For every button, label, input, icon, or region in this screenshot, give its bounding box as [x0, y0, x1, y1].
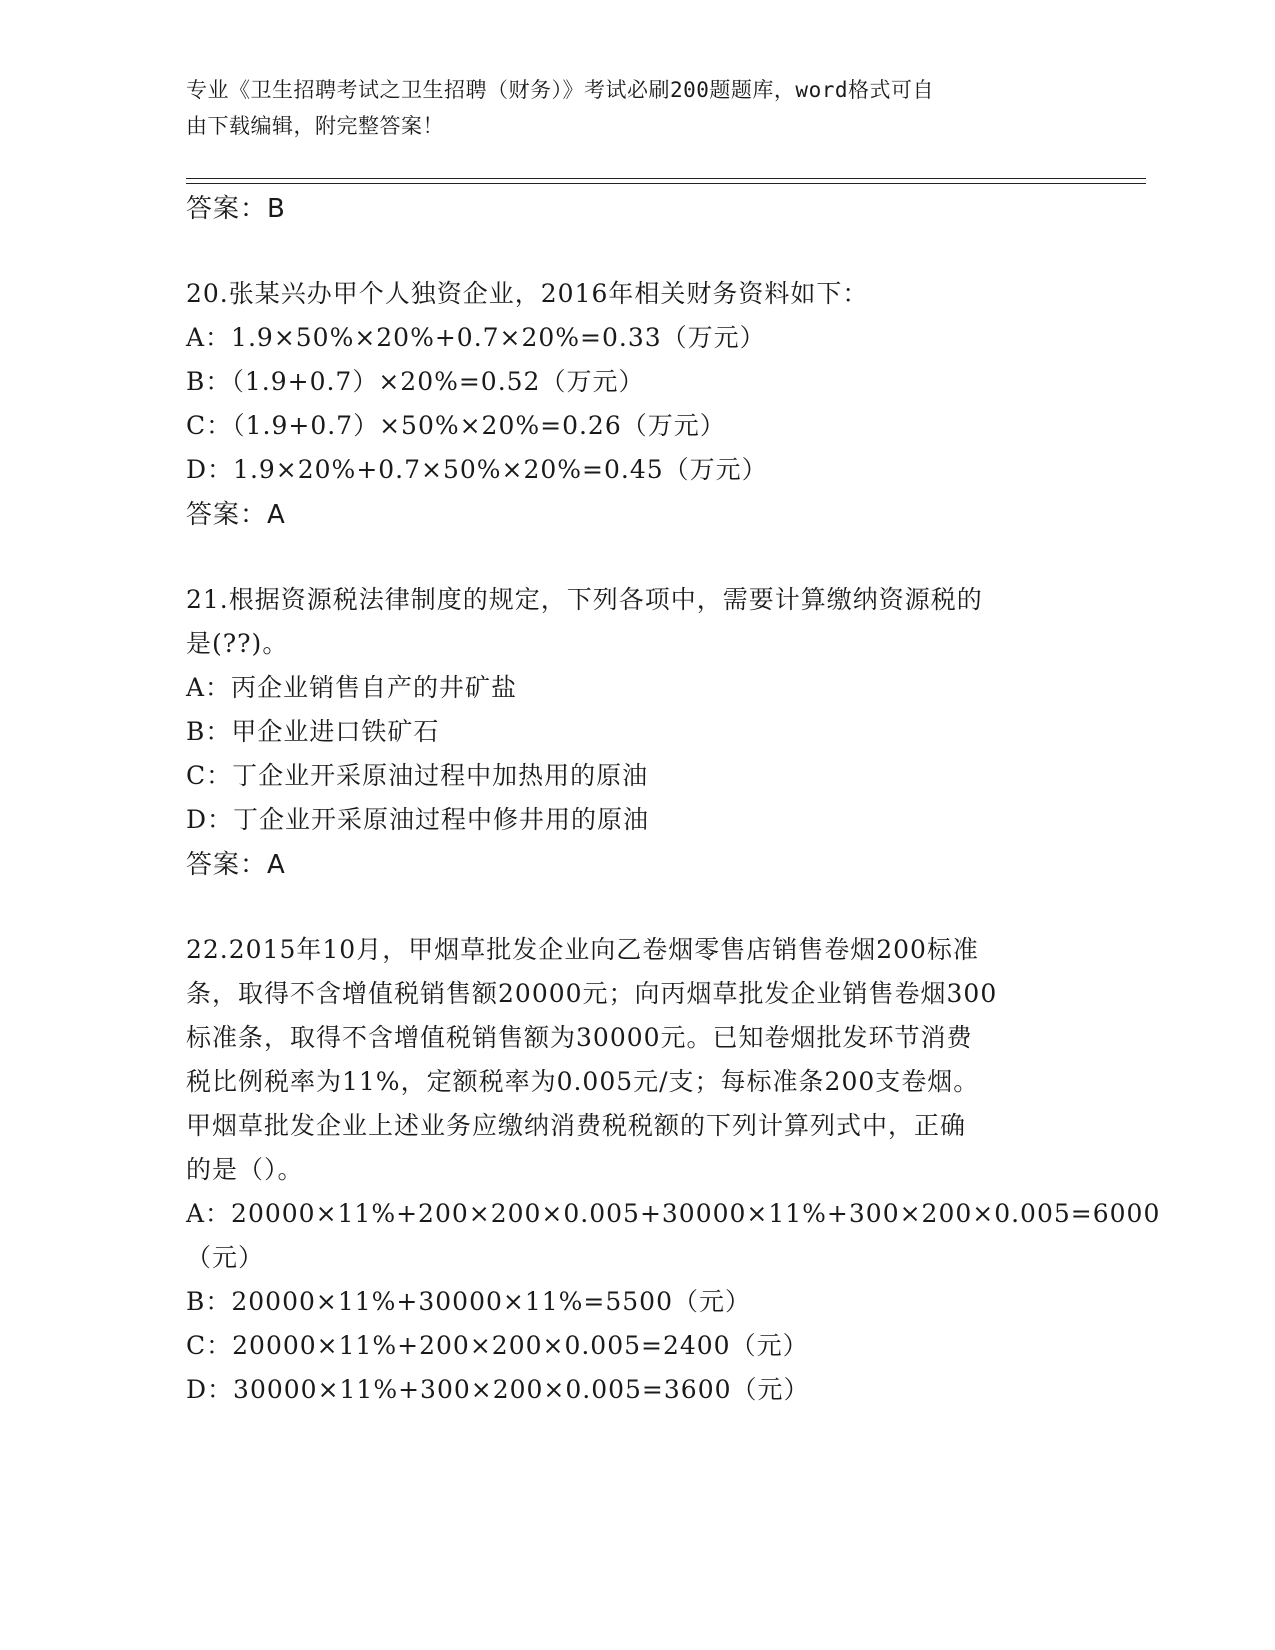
question-20-option-b: B：（1.9+0.7）×20%=0.52（万元）	[186, 367, 645, 396]
question-21-option-d: D：丁企业开采原油过程中修井用的原油	[186, 805, 650, 834]
answer-19: 答案：B	[186, 194, 286, 224]
question-22-stem-line-5: 甲烟草批发企业上述业务应缴纳消费税税额的下列计算列式中，正确	[186, 1111, 967, 1140]
question-20-option-a: A：1.9×50%×20%+0.7×20%=0.33（万元）	[186, 323, 766, 352]
header-divider-top	[186, 178, 1146, 179]
question-20-option-d: D：1.9×20%+0.7×50%×20%=0.45（万元）	[186, 455, 768, 484]
answer-21: 答案：A	[186, 850, 286, 880]
question-20-option-c: C：（1.9+0.7）×50%×20%=0.26（万元）	[186, 411, 726, 440]
question-22-option-b: B：20000×11%+30000×11%=5500（元）	[186, 1287, 751, 1316]
question-22-stem-line-3: 标准条，取得不含增值税销售额为30000元。已知卷烟批发环节消费	[186, 1023, 973, 1052]
answer-20: 答案：A	[186, 500, 286, 530]
question-22-stem-line-6: 的是（）。	[186, 1155, 304, 1184]
question-21-option-a: A：丙企业销售自产的井矿盐	[186, 673, 518, 702]
question-22-option-c: C：20000×11%+200×200×0.005=2400（元）	[186, 1331, 809, 1360]
question-22-option-a-line-1: A：20000×11%+200×200×0.005+30000×11%+300×200×0.005=6000	[186, 1199, 1161, 1228]
question-22-option-d: D：30000×11%+300×200×0.005=3600（元）	[186, 1375, 810, 1404]
question-21-stem-line-1: 21.根据资源税法律制度的规定，下列各项中，需要计算缴纳资源税的	[186, 585, 983, 614]
header-line-1: 专业《卫生招聘考试之卫生招聘（财务）》考试必刷200题题库，word格式可自	[186, 78, 934, 102]
question-22-stem-line-2: 条，取得不含增值税销售额20000元；向丙烟草批发企业销售卷烟300	[186, 979, 998, 1008]
question-22-stem-line-1: 22.2015年10月，甲烟草批发企业向乙卷烟零售店销售卷烟200标准	[186, 935, 979, 964]
document-header	[186, 72, 1066, 144]
question-21-option-b: B：甲企业进口铁矿石	[186, 717, 440, 746]
question-22-stem-line-4: 税比例税率为11%，定额税率为0.005元/支；每标准条200支卷烟。	[186, 1067, 980, 1096]
question-21-stem-line-2: 是(??)。	[186, 629, 289, 658]
question-21-option-c: C：丁企业开采原油过程中加热用的原油	[186, 761, 649, 790]
question-22-option-a-line-2: （元）	[186, 1243, 265, 1272]
header-line-2: 由下载编辑，附完整答案！	[186, 114, 444, 138]
question-20-stem: 20.张某兴办甲个人独资企业，2016年相关财务资料如下：	[186, 279, 869, 308]
header-divider-bottom	[186, 183, 1146, 184]
